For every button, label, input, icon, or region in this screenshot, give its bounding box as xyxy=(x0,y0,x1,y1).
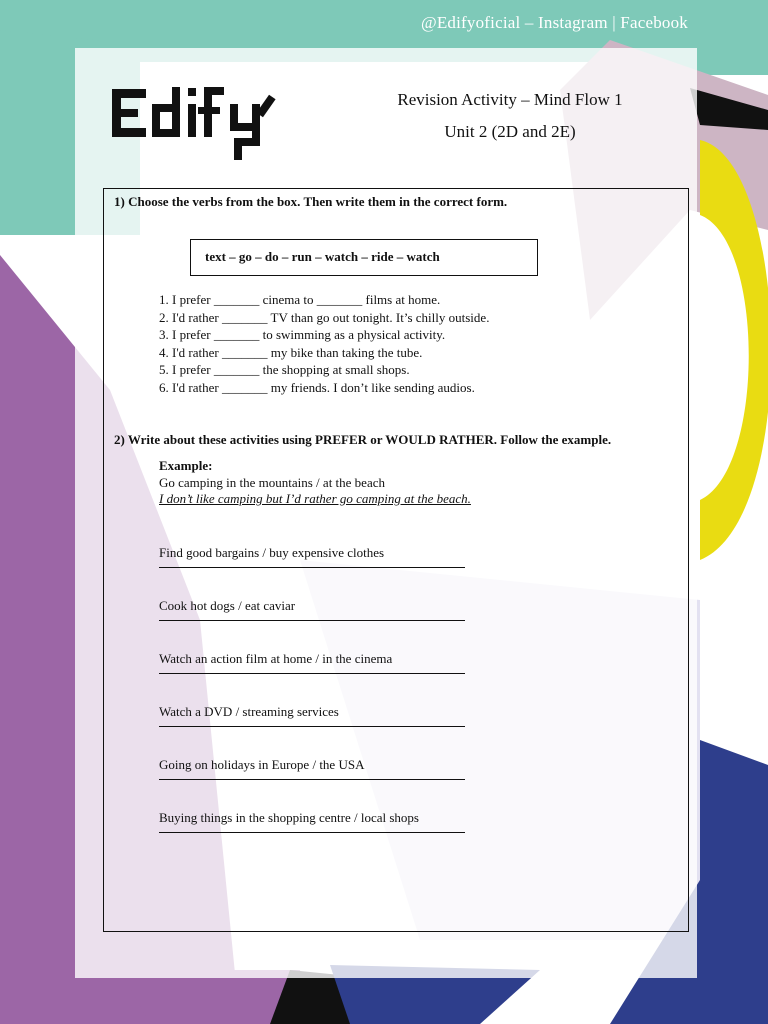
answer-line[interactable] xyxy=(159,779,465,780)
answer-line[interactable] xyxy=(159,832,465,833)
task-prompt: Watch a DVD / streaming services xyxy=(159,704,339,719)
exercise2-item xyxy=(159,810,465,863)
exercise2-item xyxy=(159,598,465,651)
worksheet-box xyxy=(103,188,689,932)
example-answer: I don’t like camping but I’d rather go camping at the beach. xyxy=(159,491,471,506)
verb-box xyxy=(190,239,538,276)
exercise2-item xyxy=(159,545,465,598)
exercise2-item xyxy=(159,757,465,810)
task-prompt: Watch an action film at home / in the cinema xyxy=(159,651,393,666)
example-prompt: Go camping in the mountains / at the beach xyxy=(159,475,385,490)
exercise1-item: 4. I'd rather _______ my bike than taking the tube. xyxy=(159,344,423,360)
task-prompt: Going on holidays in Europe / the USA xyxy=(159,757,365,772)
answer-line[interactable] xyxy=(159,673,465,674)
exercise2-item xyxy=(159,651,465,704)
answer-line[interactable] xyxy=(159,567,465,568)
answer-line[interactable] xyxy=(159,620,465,621)
exercise1-item: 6. I'd rather _______ my friends. I don’t like sending audios. xyxy=(159,379,475,395)
exercise2-list xyxy=(159,545,465,863)
task-prompt: Buying things in the shopping centre / local shops xyxy=(159,810,419,825)
social-handle: @Edifyoficial – Instagram | Facebook xyxy=(420,13,688,32)
verb-list: text – go – do – run – watch – ride – watch xyxy=(205,249,440,264)
section2-heading: 2) Write about these activities using PREFER or WOULD RATHER. Follow the example. xyxy=(114,432,612,447)
task-prompt: Find good bargains / buy expensive clothes xyxy=(159,545,385,560)
exercise2-item xyxy=(159,704,465,757)
edify-logo xyxy=(112,85,284,165)
example-label: Example: xyxy=(159,458,213,473)
exercise1-list xyxy=(159,291,489,396)
exercise1-item: 5. I prefer _______ the shopping at small shops. xyxy=(159,362,410,377)
task-prompt: Cook hot dogs / eat caviar xyxy=(159,598,296,613)
exercise1-item: 3. I prefer _______ to swimming as a physical activity. xyxy=(159,327,446,342)
section1-heading: 1) Choose the verbs from the box. Then write them in the correct form. xyxy=(114,194,508,209)
answer-line[interactable] xyxy=(159,726,465,727)
exercise1-item: 1. I prefer _______ cinema to _______ films at home. xyxy=(159,292,441,307)
exercise1-item: 2. I'd rather _______ TV than go out tonight. It’s chilly outside. xyxy=(159,309,490,325)
worksheet-subtitle: Unit 2 (2D and 2E) xyxy=(444,122,576,141)
worksheet-title: Revision Activity – Mind Flow 1 xyxy=(397,90,623,109)
